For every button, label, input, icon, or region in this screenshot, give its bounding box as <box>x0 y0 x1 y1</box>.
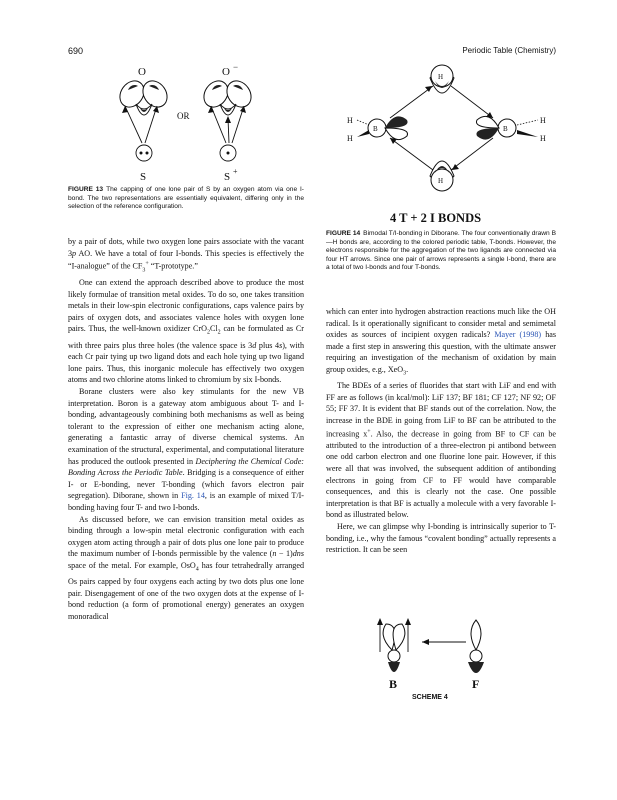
fig14-right-b-orbital <box>476 116 516 139</box>
fig14-atom-H-left-bottom: H <box>347 134 353 143</box>
figure-13-caption-text: The capping of one lone pair of S by an oxygen atom via one I-bond. The two representations are essentially equivalent, differing only in the selection of the reference configuration. <box>68 186 305 211</box>
fig13-label-O: O <box>138 66 146 78</box>
scheme4-label-B: B <box>389 677 398 691</box>
scheme4-label-F: F <box>472 677 480 691</box>
right-column <box>326 306 556 556</box>
scheme4-b-orbital <box>383 624 405 672</box>
left-paragraph-4: As discussed before, we can envision transition metal oxides as binding through a low-spin metal electronic configuration with each oxygen atom acting through a pair of dots plus one lone pair to produce the maximum number of I-bonds permissible by the valence (n − 1)dns space of the metal. For example, OsO$_4$ has four tetrahedrally arranged Os pairs capped by four oxygens each acting by two dots plus one lone pair. Disengagement of one of the two oxygen dots at the expense of I-bond reduction (a form of promotional energy) generates an oxygen monoradical <box>68 514 304 621</box>
fig-14-link[interactable]: Fig. 14 <box>181 491 205 501</box>
figure-14-caption <box>326 230 556 273</box>
fig13-plus: + <box>233 167 238 176</box>
fig14-atom-H-right-bottom: H <box>540 134 546 143</box>
figure-14-caption-text: Bimodal T/I-bonding in Diborane. The four conventionally drawn B—H bonds are, according to the colored periodic table, T-bonds. However, the electrons responsible for the aggregation of the two ligands are connected via four HT arrows. Since one pair of arrows represents a single I-bond, there are a total of two I-bonds and four T-bonds. <box>326 230 557 272</box>
fig13-minus: − <box>233 62 239 72</box>
scheme-4-caption: SCHEME 4 <box>412 694 448 701</box>
left-paragraph-2: One can extend the approach described above to produce the most likely formulae of transition metal oxides. To do so, one takes transition metals in their low-spin electronic configurations, caps valence pairs by pairs of oxygen dots, and associates valence holes with oxygen lone pairs. Thus, the well-known oxidizer $CrO_2Cl_2$ can be formulated as Cr with three pairs plus three holes (the valence space is 3d plus 4s), with each Cr pair tying up two ligand dots and each hole tying up two ligand lone pairs. Thus, this inorganic molecule has effectively two oxygen atoms and two chlorine atoms linked to chromium by six I-bonds. <box>68 278 304 385</box>
fig13-or: OR <box>177 111 190 121</box>
fig14-bonds-label: 4 T + 2 I BONDS <box>390 211 482 225</box>
right-paragraph-2: The BDEs of a series of fluorides that start with LiF and end with FF are as follows (in kcal/mol): LiF 137; BF 181; CF 127; NF 92; OF 55; FF 37. It is evident that BF stands out of the correlation. Now, the increase in the BDE in going from LiF to BF can be attributed to the increasing x+. Also, the decrease in going from BF to CF can be attributed to the introduction of a three-electron pi antibond between one odd carbon electron and one fluorine lone pair. However, if this were all that was involved, the subsequent addition of antibonding electrons in going from CF to FF would have comparable consequences, and this is clearly not the case. One possible interpretation is that BF is actually a molecule with a very favorable I-bond as illustrated below. <box>326 381 556 520</box>
fig13-oxygen-lobes-right <box>199 76 256 115</box>
figure-13-diagram <box>100 58 280 183</box>
fig13-oxygen-lobes-left <box>115 76 172 115</box>
left-paragraph-1: by a pair of dots, while two oxygen lone pairs associate with the vacant 3p AO. We have a total of four I-bonds. This species is effectively the “I-analogue” of the $CF_3^+$ “T-prototype.” <box>68 237 304 274</box>
fig13-label-S-plus: S <box>224 171 231 183</box>
mayer-1998-link[interactable]: Mayer (1998) <box>494 330 542 340</box>
right-paragraph-1: which can enter into hydrogen abstraction reactions much like the OH radical. Is it operationally significant to consider metal and semimetal oxides as sources of incipient oxygen radicals? Mayer (1998) has made a first step in answering this question, with the ultimate answer requiring an investigation of the mechanism of oxidation by main group oxides, e.g., XeO$_3$. <box>326 307 556 377</box>
figure-14-diagram <box>335 48 560 228</box>
fig14-atom-H-left-top: H <box>347 116 353 125</box>
left-paragraph-3: Borane clusters were also key stimulants for the new VB interpretation. Boron is a gateway atom ambiguous about T- and I-bonding, advantageously combining both mechanisms as well as being tolerant to the expression of either one mechanism acting alone, generating a fantastic array of diverse chemical systems. An examination of the structural, experimental, and computational literature has produced the outlook presented in Deciphering the Chemical Code: Bonding Across the Periodic Table. Bridging is a consequence of either I- or E-bonding, never T-bonding (which favors electron pair segregation). Diborane, shown in Fig. 14, is an example of mixed T/I-bonding having four T- and two I-bonds. <box>68 387 304 512</box>
figure-13-caption-label: FIGURE 13 <box>68 186 104 193</box>
fig13-label-S: S <box>140 171 147 183</box>
fig13-label-O-minus: O <box>222 66 230 78</box>
fig14-ht-arrows <box>390 86 493 170</box>
figure-14-caption-label: FIGURE 14 <box>326 230 361 237</box>
fig14-atom-B-left: B <box>373 125 378 133</box>
page-number: 690 <box>68 46 84 56</box>
fig14-atom-H-bottom: H <box>438 177 444 185</box>
fig14-atom-H-top: H <box>438 73 444 81</box>
running-title: Periodic Table (Chemistry) <box>462 46 556 55</box>
fig14-atom-B-right: B <box>503 125 508 133</box>
scheme4-f-orbital <box>468 620 484 673</box>
right-paragraph-3: Here, we can glimpse why I-bonding is intrinsically superior to T-bonding, i.e., why the famous “covalent bonding” actually represents a restriction. It can be seen <box>326 521 556 555</box>
left-column <box>68 236 304 623</box>
scheme-4-diagram <box>372 612 512 692</box>
figure-13-caption <box>68 186 304 212</box>
fig14-atom-H-right-top: H <box>540 116 546 125</box>
fig14-bottom-h-orbital <box>430 161 454 191</box>
